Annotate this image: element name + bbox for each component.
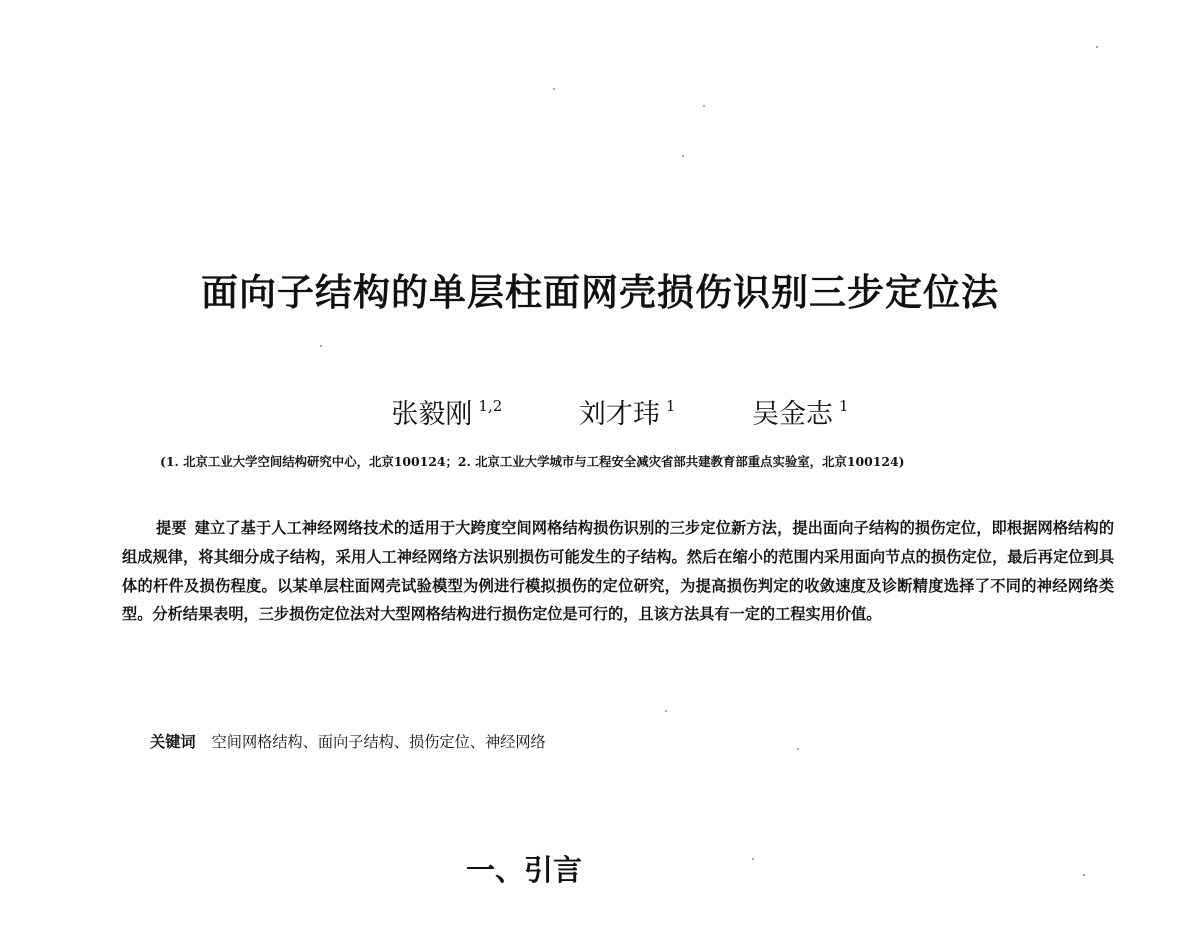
author-name: 张毅刚 [391,399,473,430]
author-affiliation-mark: 1,2 [478,397,503,415]
keywords [150,731,546,752]
scan-speck [320,345,322,347]
section-heading: 一、引言 [466,853,583,887]
scan-speck [703,105,705,107]
author [391,392,502,431]
abstract-label: 提要 [156,519,187,537]
author-list [0,392,1200,431]
scan-speck [682,155,684,157]
paper-title: 面向子结构的单层柱面网壳损伤识别三步定位法 [201,271,999,314]
affiliation-line: (1. 北京工业大学空间结构研究中心，北京100124；2. 北京工业大学城市与工程安全减灾省部共建教育部重点实验室，北京100124) [160,454,905,469]
abstract [122,514,1114,629]
author [579,392,676,431]
author-name: 刘才玮 [578,399,660,430]
author-affiliation-mark: 1 [665,397,676,415]
author-name: 吴金志 [752,399,834,430]
scan-speck [1083,874,1085,876]
scan-speck [553,88,555,90]
scan-speck [752,858,754,860]
scan-speck [797,748,799,750]
scan-speck [1096,46,1098,48]
scan-speck [665,710,667,712]
keywords-label: 关键词 [150,733,196,751]
abstract-text: 建立了基于人工神经网络技术的适用于大跨度空间网格结构损伤识别的三步定位新方法，提出面向子结构的损伤定位，即根据网格结构的组成规律，将其细分成子结构，采用人工神经网络方法识别损伤可能发生的子结构。然后在缩小的范围内采用面向节点的损伤定位，最后再定位到具体的杆件及损伤程度。以某单层柱面网壳试验模型为例进行模拟损伤的定位研究，为提高损伤判定的收敛速度及诊断精度选择了不同的神经网络类型。分析结果表明，三步损伤定位法对大型网格结构进行损伤定位是可行的，且该方法具有一定的工程实用价值。 [122,519,1115,624]
keywords-text: 空间网格结构、面向子结构、损伤定位、神经网络 [211,733,546,751]
author-affiliation-mark: 1 [839,397,849,415]
author [752,392,849,431]
